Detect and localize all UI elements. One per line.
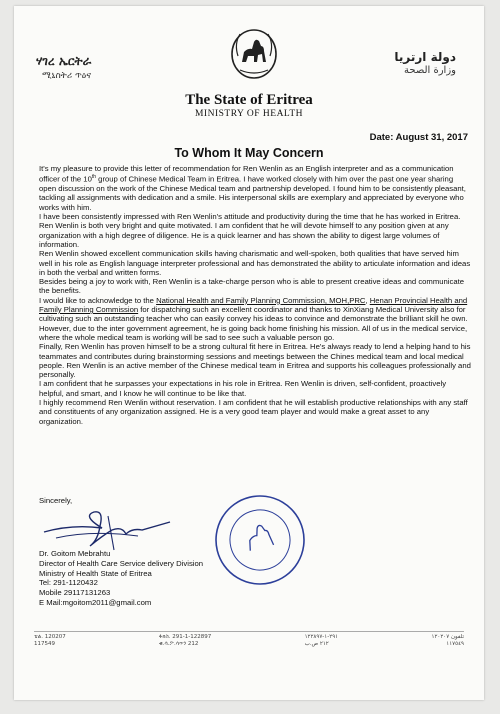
paragraph-9: I am confident that he surpasses your expectations in his role in Eritrea. Ren Wenlin is driven, self-confident, proactively helpful, and smart, and I know he will continue to be like that. xyxy=(39,379,447,398)
letter-page xyxy=(14,6,484,700)
ministry-stamp xyxy=(212,492,308,588)
paragraph-4: Ren Wenlin showed excellent communication skills having charismatic and well-spoken, both qualities that have served him well in his role as English language interpreter professional and has demonstrated the ability to articulate information and ideas in both the verbal and written forms. xyxy=(39,249,471,277)
tigrinya-header xyxy=(36,54,91,81)
footer-col-2 xyxy=(159,634,211,648)
tigrinya-state-name: ሃገረ ኤርትራ xyxy=(36,54,92,68)
arabic-header xyxy=(394,50,456,76)
paragraph-1-text-a: It's my pleasure to provide this letter of recommendation for Ren Wenlin as an English interpreter and as a communication officer of the 10 xyxy=(39,164,454,184)
signatory-block xyxy=(39,549,203,608)
footer-text: ቴል. 120207 xyxy=(34,634,66,640)
commission-name: National Health and Family Planning Commission, MOH,PRC xyxy=(156,295,366,305)
signatory-telephone: Tel: 291-1120432 xyxy=(39,578,98,588)
state-title: The State of Eritrea xyxy=(185,92,313,108)
provincial-commission-name: Henan Provincial Health and Family Planning Commission xyxy=(39,295,468,315)
arabic-state-name: دولة ارتريا xyxy=(394,50,456,64)
paragraph-2: I have been consistently impressed with Ren Wenlin's attitude and productivity during the time that he has worked in Eritrea. xyxy=(39,212,461,222)
eritrea-emblem-icon xyxy=(228,22,280,82)
footer-col-3 xyxy=(305,634,339,648)
paragraph-6-text-a: I would like to acknowledge to the xyxy=(39,295,157,305)
paragraph-6-sep: , xyxy=(365,295,370,305)
signatory-mobile: Mobile 29117131263 xyxy=(39,588,111,598)
signatory-email: E Mail:mgoitom2011@gmail.com xyxy=(39,597,152,607)
paragraph-1-text-b: group of Chinese Medical Team in Eritrea. I have worked closely with him over the past one year sharing open discussion on the work of the Chinese Medical team and partnership developed. I found him to be consistently pleasant, tackling all assignments with dedication and a smile. His interpersonal skills are exemplary and appreciated by everyone who works with him. xyxy=(39,174,466,212)
letter-date: Date: August 31, 2017 xyxy=(369,132,468,143)
paragraph-1 xyxy=(39,164,471,212)
letter-salutation: To Whom It May Concern xyxy=(174,146,324,160)
letterhead-footer xyxy=(34,631,464,648)
paragraph-3: Ren Wenlin is both very bright and quite motivated. I am confident that he will devote himself to any position given at any organization with a high degree of diligence. He is a quick learner and has shown the ability to digest large volumes of information. xyxy=(39,221,449,249)
footer-text: ፋክስ. 291-1-122897 xyxy=(159,634,212,640)
signatory-title: Director of Health Care Service delivery Division xyxy=(39,558,204,568)
footer-text: 117549 xyxy=(34,641,55,647)
paragraph-6-text-c: for dispatching such an excellent coordinator and thanks to XinXiang Medical University also for cultivating such an outstanding teacher who can easily convey his ideas to convince and demonstrate the brilliant skill he own. xyxy=(39,305,468,324)
footer-text: تلفون ١٢٠٢٠٧ xyxy=(431,634,464,640)
footer-text: ٢١٢ ص.ب xyxy=(304,641,329,647)
footer-col-4 xyxy=(431,634,464,648)
footer-col-1 xyxy=(34,634,66,648)
footer-text: ቁ.ሳ.ፖ.ሳጥን 212 xyxy=(159,641,199,647)
letter-body xyxy=(39,164,471,426)
signatory-name: Dr. Goitom Mebrahtu xyxy=(39,549,111,558)
tigrinya-ministry-name: ሚኒስትሪ ጥዕና xyxy=(42,71,92,81)
paragraph-7: However, due to the inter government agreement, he is going back home finishing his mission. All of us in the medical service, where the whole medical team is working will be sad to see such a valuable person go. xyxy=(39,323,468,342)
signatory-organization: Ministry of Health State of Eritrea xyxy=(39,568,152,578)
ordinal-suffix: th xyxy=(91,174,97,181)
footer-text: ٢٩١-١-١٢٢٨٩٧ xyxy=(304,634,339,640)
ministry-name: MINISTRY OF HEALTH xyxy=(194,109,304,119)
paragraph-8: Finally, Ren Wenlin has proven himself to be a strong cultural fit here in Eritrea. He's always ready to lend a helping hand to his teammates and contributes during brainstorming sessions and meetings between the Chines medical team and local medical people. Ren Wenlin is an active member of the Chinese medical team in Eritrea and supports his colleagues professionally and personally. xyxy=(39,342,471,380)
arabic-ministry-name: وزارة الصحة xyxy=(404,65,456,76)
closing: Sincerely, xyxy=(39,496,73,505)
footer-text: ١١٧٥٤٩ xyxy=(446,641,464,647)
paragraph-5: Besides being a joy to work with, Ren Wenlin is a take-charge person who is able to present creative ideas and communicate the benefits. xyxy=(39,277,465,296)
paragraph-10: I highly recommend Ren Wenlin without reservation. I am confident that he will establish productive relationships with any staff and constituents of any organization assigned. He is a very good team player and would make a great asset to any organization. xyxy=(39,397,468,426)
paragraph-6 xyxy=(39,296,471,324)
